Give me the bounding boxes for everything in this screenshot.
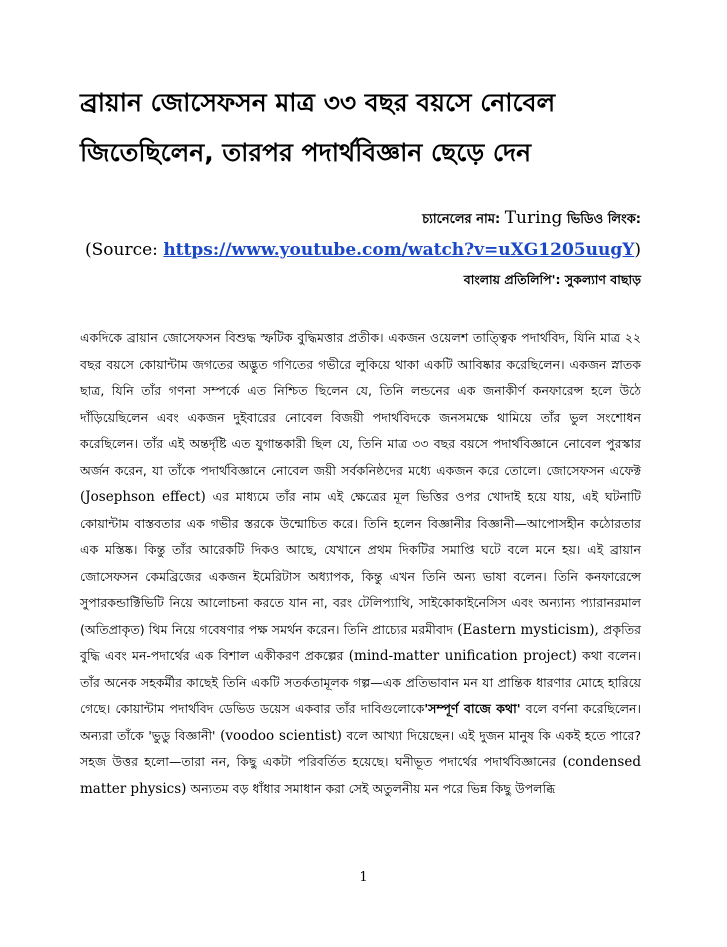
body-segment: প্রকৃতির বুদ্ধি এবং মন-পদার্থের এক বিশাল একীকরণ প্রকল্পের <box>80 621 641 663</box>
page-number: 1 <box>359 870 368 885</box>
body-english-term: (Eastern mysticism), <box>457 621 599 638</box>
body-segment: একদিকে ব্রায়ান জোসেফসন বিশুদ্ধ স্ফটিক বুদ্ধিমত্তার প্রতীক। একজন ওয়েলশ তাত্ত্বিক পদার্থবিদ, যিনি মাত্র ২২ বছর বয়সে কোয়ান্টাম জগতের অদ্ভুত গণিতের গভীরে লুকিয়ে থাকা একটি আবিষ্কার করেছিলেন। একজন স্নাতক ছাত্র, যিনি তাঁর গণনা সম্পর্কে এত নিশ্চিত ছিলেন যে, তিনি লন্ডনের এক জনাকীর্ণ কনফারেন্স হলে উঠে দাঁড়িয়েছিলেন এবং একজন দুইবারের নোবেল বিজয়ী পদার্থবিদকে জনসমক্ষে থামিয়ে তাঁর ভুল সংশোধন করেছিলেন। তাঁর এই অন্তর্দৃষ্টি এত যুগান্তকারী ছিল যে, তিনি মাত্র ৩৩ বছর বয়সে পদার্থবিজ্ঞানে নোবেল পুরস্কার অর্জন করেন, যা তাঁকে পদার্থবিজ্ঞানে নোবেল জয়ী সর্বকনিষ্ঠদের মধ্যে একজন করে তোলে। জোসেফসন এফেক্ট <box>80 330 641 478</box>
body-english-term: (voodoo scientist) <box>220 727 342 744</box>
translation-line <box>464 272 641 292</box>
translation-label: বাংলায় প্রতিলিপি': <box>463 272 561 287</box>
channel-line <box>422 208 641 231</box>
body-paragraph <box>80 325 641 802</box>
source-close: ) <box>634 240 641 260</box>
video-link-label: ভিডিও লিংক: <box>566 212 641 227</box>
body-segment: বলে আখ্যা দিয়েছেন। এই দুজন মানুষ কি একই হতে পারে? সহজ উত্তর হলো—তারা নন, কিছু একটা পরিবর্তিত হয়েছে। ঘনীভূত পদার্থের পদার্থবিজ্ঞানের <box>80 727 641 769</box>
document-title: ব্রায়ান জোসেফসন মাত্র ৩৩ বছর বয়সে নোবেল জিতেছিলেন, তারপর পদার্থবিজ্ঞান ছেড়ে দেন <box>80 88 556 167</box>
channel-label: চ্যানেলের নাম: <box>422 212 501 227</box>
body-segment: বলে বর্ণনা করেছিলেন। অন্যরা তাঁকে 'ভুডু বিজ্ঞানী' <box>80 701 641 743</box>
body-english-term: (condensed matter physics) <box>80 754 641 797</box>
body-english-term: (mind-matter unification project) <box>348 648 577 664</box>
body-segment: অন্যতম বড় ধাঁধার সমাধান করা সেই অতুলনীয় মন পরে ভিন্ন কিছু উপলব্ধি <box>186 780 556 796</box>
source-open: (Source: <box>85 240 164 260</box>
source-link[interactable]: https://www.youtube.com/watch?v=uXG1205uugY <box>163 240 635 260</box>
translator-name: সুকল্যাণ বাছাড় <box>564 272 641 287</box>
body-segment: এর মাধ্যমে তাঁর নাম এই ক্ষেত্রের মূল ভিত্তির ওপর খোদাই হয়ে যায়, এই ঘটনাটি কোয়ান্টাম বাস্তবতার এক গভীর স্তরকে উন্মোচিত করে। তিনি হলেন বিজ্ঞানীর বিজ্ঞানী—আপোসহীন কঠোরতার এক মস্তিষ্ক। কিন্তু তাঁর আরেকটি দিকও আছে, যেখানে প্রথম দিকটির সমাপ্তি ঘটে বলে মনে হয়। এই ব্রায়ান জোসেফসন কেমব্রিজের একজন ইমেরিটাস অধ্যাপক, কিন্তু এখন তিনি অন্য ভাষা বলেন। তিনি কনফারেন্সে সুপারকন্ডাক্টিভিটি নিয়ে আলোচনা করতে যান না, বরং টেলিপ্যাথি, সাইকোকাইনেসিস এবং অন্যান্য প্যারানরমাল (অতিপ্রাকৃত) থিম নিয়ে গবেষণার পক্ষ সমর্থন করেন। তিনি প্রাচ্যের মরমীবাদ <box>80 489 641 637</box>
body-segment: কথা বলেন। তাঁর অনেক সহকর্মীর কাছেই তিনি একটি সতর্কতামূলক গল্প—এক প্রতিভাবান মন যা প্রান্তিক ধারণার মোহে হারিয়ে গেছে। কোয়ান্টাম পদার্থবিদ ডেভিড ডয়েস একবার তাঁর দাবিগুলোকে <box>80 648 641 716</box>
body-bold-quote: 'সম্পূর্ণ বাজে কথা' <box>424 701 521 716</box>
body-english-term: (Josephson effect) <box>80 489 206 505</box>
channel-name: Turing <box>504 208 563 228</box>
source-line <box>85 240 641 260</box>
